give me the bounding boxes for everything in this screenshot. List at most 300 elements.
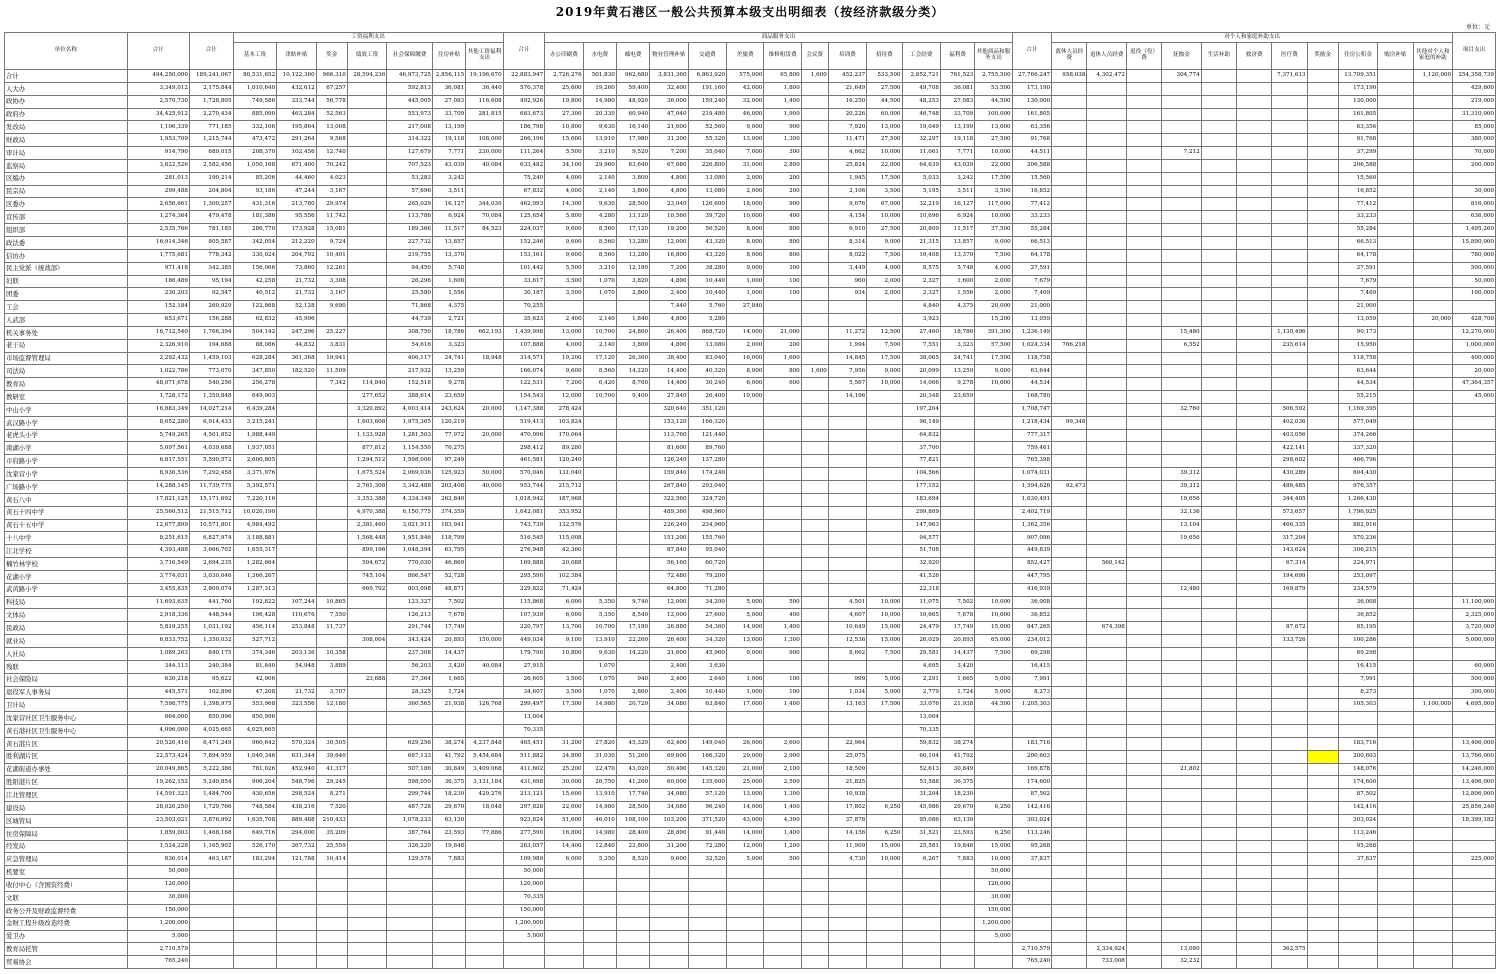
amount-cell — [1087, 866, 1126, 879]
amount-cell: 3,323 — [432, 339, 465, 352]
amount-cell: 765,398 — [1012, 455, 1051, 468]
amount-cell — [801, 211, 828, 224]
amount-cell: 3,800 — [616, 185, 649, 198]
amount-cell — [940, 930, 974, 943]
amount-cell: 653,671 — [127, 314, 189, 327]
amount-cell — [1126, 583, 1161, 596]
amount-cell: 500 — [764, 596, 801, 609]
unit-name-cell: 妇联 — [5, 275, 128, 288]
amount-cell: 44,832 — [277, 339, 316, 352]
amount-cell — [975, 570, 1012, 583]
amount-cell — [1413, 827, 1452, 840]
amount-cell: 25,581 — [902, 840, 940, 853]
table-row — [5, 429, 1496, 442]
amount-cell — [1378, 95, 1413, 108]
amount-cell: 10,000 — [975, 596, 1012, 609]
amount-cell: 299,488 — [127, 185, 189, 198]
amount-cell — [1162, 275, 1201, 288]
amount-cell: 125,923 — [432, 468, 465, 481]
amount-cell — [583, 532, 616, 545]
amount-cell: 18,399,182 — [1453, 814, 1496, 827]
amount-cell: 192,822 — [233, 596, 277, 609]
amount-cell — [1201, 416, 1236, 429]
amount-cell — [1236, 904, 1271, 917]
amount-cell: 23,593 — [432, 827, 465, 840]
amount-cell: 40,000 — [466, 481, 503, 494]
amount-cell — [1307, 558, 1338, 571]
amount-cell — [347, 699, 386, 712]
amount-cell — [1126, 442, 1161, 455]
amount-cell: 2,710,579 — [127, 943, 189, 956]
amount-cell — [801, 879, 828, 892]
amount-cell — [867, 750, 902, 763]
amount-cell: 14,591,323 — [127, 789, 189, 802]
amount-cell — [1413, 172, 1452, 185]
amount-cell: 114,840 — [347, 378, 386, 391]
amount-cell — [1236, 956, 1271, 969]
amount-cell — [1307, 776, 1338, 789]
amount-cell: 19,656 — [1162, 532, 1201, 545]
amount-cell: 19,049 — [902, 121, 940, 134]
unit-name-cell: 黄石十五中学 — [5, 519, 128, 532]
amount-cell: 131,040 — [545, 468, 583, 481]
amount-cell — [347, 352, 386, 365]
amount-cell: 388,614 — [387, 391, 433, 404]
amount-cell: 195,864 — [277, 121, 316, 134]
amount-cell: 13,163 — [828, 699, 866, 712]
amount-cell — [466, 545, 503, 558]
amount-cell: 156,066 — [233, 262, 277, 275]
amount-cell: 380,000 — [1453, 134, 1496, 147]
amount-cell — [1162, 904, 1201, 917]
amount-cell — [1272, 262, 1307, 275]
amount-cell: 24,741 — [940, 352, 974, 365]
amount-cell: 7,371,613 — [1272, 70, 1307, 83]
amount-cell — [1201, 789, 1236, 802]
amount-cell: 1,236,149 — [1012, 326, 1051, 339]
amount-cell: 161,805 — [1012, 108, 1051, 121]
amount-cell — [1126, 236, 1161, 249]
amount-cell: 533,500 — [867, 70, 902, 83]
amount-cell: 882,916 — [1338, 519, 1377, 532]
amount-cell — [1052, 365, 1087, 378]
amount-cell: 56,520 — [688, 224, 726, 237]
amount-cell: 306,215 — [1338, 545, 1377, 558]
amount-cell: 360,565 — [387, 699, 433, 712]
amount-cell — [1126, 82, 1161, 95]
amount-cell: 687,133 — [387, 750, 433, 763]
amount-cell: 9,000 — [975, 236, 1012, 249]
amount-cell: 4,695,000 — [1453, 699, 1496, 712]
amount-cell: 25,580 — [387, 288, 433, 301]
amount-cell — [189, 892, 233, 905]
amount-cell — [347, 82, 386, 95]
amount-cell — [1413, 121, 1452, 134]
amount-cell — [650, 917, 688, 930]
amount-cell — [1162, 853, 1201, 866]
amount-cell — [1126, 789, 1161, 802]
amount-cell: 1,070 — [583, 673, 616, 686]
amount-cell — [1126, 827, 1161, 840]
amount-cell: 3,889 — [316, 660, 347, 673]
amount-cell: 17,500 — [975, 172, 1012, 185]
amount-cell: 10,401 — [316, 249, 347, 262]
amount-cell: 12,500 — [867, 326, 902, 339]
amount-cell: 1,900 — [764, 108, 801, 121]
amount-cell: 840,175 — [189, 647, 233, 660]
unit-name-cell: 花湖街道办事处 — [5, 763, 128, 776]
amount-cell: 2,400 — [650, 660, 688, 673]
amount-cell — [1413, 442, 1452, 455]
amount-cell: 330,024 — [233, 249, 277, 262]
col-indiv-6: 医疗费 — [1272, 43, 1307, 70]
amount-cell: 55,320 — [688, 134, 726, 147]
amount-cell: 27,500 — [867, 134, 902, 147]
amount-cell — [1162, 95, 1201, 108]
amount-cell: 2,140 — [583, 314, 616, 327]
amount-cell: 504,142 — [233, 326, 277, 339]
amount-cell: 2,852,721 — [902, 70, 940, 83]
amount-cell: 4,501 — [828, 596, 866, 609]
amount-cell: 13,700 — [545, 622, 583, 635]
amount-cell: 3,820 — [616, 275, 649, 288]
amount-cell: 333,744 — [277, 95, 316, 108]
amount-cell — [1307, 185, 1338, 198]
amount-cell: 43,320 — [688, 249, 726, 262]
amount-cell — [277, 635, 316, 648]
amount-cell: 2,809,074 — [189, 583, 233, 596]
amount-cell — [316, 506, 347, 519]
amount-cell: 1,089,263 — [127, 647, 189, 660]
amount-cell: 22,800 — [616, 840, 649, 853]
amount-cell: 153,161 — [503, 249, 545, 262]
amount-cell: 13,910 — [583, 134, 616, 147]
amount-cell — [1052, 314, 1087, 327]
amount-cell: 4,607 — [828, 609, 866, 622]
amount-cell: 263,840 — [432, 493, 465, 506]
amount-cell: 877,812 — [347, 442, 386, 455]
amount-cell — [1272, 159, 1307, 172]
amount-cell — [1307, 95, 1338, 108]
amount-cell: 64,832 — [902, 429, 940, 442]
amount-cell: 50,000 — [1453, 275, 1496, 288]
amount-cell — [616, 904, 649, 917]
amount-cell: 1,218,434 — [1012, 416, 1051, 429]
amount-cell — [583, 956, 616, 969]
amount-cell: 5,454,684 — [466, 750, 503, 763]
amount-cell: 3,622,526 — [127, 159, 189, 172]
amount-cell — [545, 712, 583, 725]
amount-cell — [801, 352, 828, 365]
table-row — [5, 686, 1496, 699]
amount-cell: 63,356 — [1012, 121, 1051, 134]
amount-cell — [1236, 236, 1271, 249]
amount-cell: 217,932 — [387, 365, 433, 378]
amount-cell: 99,348 — [1052, 416, 1087, 429]
amount-cell — [1307, 660, 1338, 673]
amount-cell — [650, 956, 688, 969]
amount-cell: 89,280 — [545, 442, 583, 455]
amount-cell: 506,592 — [1272, 403, 1307, 416]
amount-cell — [1052, 558, 1087, 571]
amount-cell: 907,096 — [1012, 532, 1051, 545]
table-row — [5, 660, 1496, 673]
amount-cell: 55,215 — [1338, 391, 1377, 404]
amount-cell: 570,324 — [277, 737, 316, 750]
amount-cell — [1162, 352, 1201, 365]
amount-cell: 3,349,012 — [127, 82, 189, 95]
amount-cell — [1453, 429, 1496, 442]
amount-cell: 1,294,512 — [347, 455, 386, 468]
amount-cell: 10,000 — [975, 147, 1012, 160]
amount-cell: 37,500 — [975, 224, 1012, 237]
amount-cell: 122,868 — [233, 301, 277, 314]
amount-cell — [1162, 725, 1201, 738]
amount-cell — [801, 519, 828, 532]
amount-cell — [764, 442, 801, 455]
amount-cell — [688, 866, 726, 879]
amount-cell — [583, 558, 616, 571]
amount-cell: 66,513 — [1012, 236, 1051, 249]
amount-cell: 17,500 — [867, 172, 902, 185]
amount-cell — [1236, 172, 1271, 185]
amount-cell: 27,915 — [503, 660, 545, 673]
amount-cell: 113,760 — [650, 429, 688, 442]
amount-cell: 33,617 — [503, 275, 545, 288]
amount-cell: 9,000 — [726, 121, 763, 134]
amount-cell: 16,712,540 — [127, 326, 189, 339]
amount-cell: 771,185 — [189, 121, 233, 134]
amount-cell: 1,840 — [616, 314, 649, 327]
amount-cell: 13,259 — [432, 365, 465, 378]
amount-cell: 7,991 — [1338, 673, 1377, 686]
amount-cell: 31,521 — [902, 827, 940, 840]
amount-cell: 80,531,652 — [233, 70, 277, 83]
amount-cell: 6,827,974 — [189, 532, 233, 545]
amount-cell: 5,350 — [583, 609, 616, 622]
amount-cell — [1453, 892, 1496, 905]
table-row — [5, 892, 1496, 905]
amount-cell: 170,064 — [545, 429, 583, 442]
amount-cell: 4,000 — [545, 172, 583, 185]
amount-cell: 1,600 — [801, 365, 828, 378]
amount-cell — [1162, 647, 1201, 660]
table-row — [5, 249, 1496, 262]
amount-cell — [1413, 326, 1452, 339]
amount-cell: 800 — [764, 249, 801, 262]
amount-cell: 3,500 — [545, 288, 583, 301]
amount-cell — [1378, 159, 1413, 172]
amount-cell — [616, 481, 649, 494]
amount-cell: 293,040 — [688, 481, 726, 494]
amount-cell: 67,257 — [316, 82, 347, 95]
amount-cell — [1307, 391, 1338, 404]
amount-cell — [1087, 763, 1126, 776]
amount-cell — [1236, 493, 1271, 506]
amount-cell: 374,346 — [233, 647, 277, 660]
amount-cell — [1162, 82, 1201, 95]
amount-cell — [940, 314, 974, 327]
table-row — [5, 737, 1496, 750]
amount-cell — [1126, 391, 1161, 404]
amount-cell: 1,400 — [764, 699, 801, 712]
amount-cell — [1453, 956, 1496, 969]
amount-cell: 14,156 — [828, 827, 866, 840]
amount-cell — [1087, 108, 1126, 121]
amount-cell: 1,600 — [764, 352, 801, 365]
amount-cell: 19,262,152 — [127, 776, 189, 789]
amount-cell — [1126, 378, 1161, 391]
unit-name-cell: 组织部 — [5, 224, 128, 237]
amount-cell — [940, 725, 974, 738]
amount-cell — [650, 866, 688, 879]
amount-cell: 47,040 — [650, 108, 688, 121]
amount-cell — [233, 956, 277, 969]
amount-cell: 126,600 — [688, 198, 726, 211]
amount-cell: 449,034 — [503, 635, 545, 648]
amount-cell: 53,588 — [902, 776, 940, 789]
amount-cell: 5,800 — [545, 211, 583, 224]
amount-cell: 54,360 — [688, 622, 726, 635]
amount-cell — [764, 943, 801, 956]
amount-cell: 3,831,360 — [650, 70, 688, 83]
amount-cell: 12,806,000 — [1453, 789, 1496, 802]
amount-cell — [828, 917, 866, 930]
amount-cell — [1378, 673, 1413, 686]
amount-cell — [1378, 403, 1413, 416]
amount-cell: 85,206 — [233, 172, 277, 185]
amount-cell: 159,840 — [650, 468, 688, 481]
amount-cell — [466, 609, 503, 622]
amount-cell: 16,415 — [1012, 660, 1051, 673]
amount-cell — [764, 403, 801, 416]
amount-cell: 28,400 — [616, 827, 649, 840]
amount-cell — [801, 545, 828, 558]
amount-cell — [1453, 840, 1496, 853]
amount-cell: 49,708 — [902, 82, 940, 95]
amount-cell — [1052, 725, 1087, 738]
amount-cell: 4,000 — [545, 185, 583, 198]
unit-name-cell: 黄石十四中学 — [5, 506, 128, 519]
amount-cell — [1453, 442, 1496, 455]
amount-cell — [1378, 198, 1413, 211]
amount-cell — [1201, 262, 1236, 275]
amount-cell: 200 — [764, 185, 801, 198]
amount-cell: 3,511 — [940, 185, 974, 198]
amount-cell: 71,280 — [688, 583, 726, 596]
amount-cell — [1272, 185, 1307, 198]
amount-cell — [1126, 750, 1161, 763]
amount-cell: 95,268 — [1338, 840, 1377, 853]
amount-cell: 400,000 — [1453, 352, 1496, 365]
amount-cell — [1236, 558, 1271, 571]
amount-cell: 129,578 — [387, 853, 433, 866]
amount-cell: 866,547 — [387, 570, 433, 583]
amount-cell: 9,600 — [545, 224, 583, 237]
amount-cell — [1413, 134, 1452, 147]
amount-cell — [1378, 326, 1413, 339]
amount-cell: 50,000 — [127, 866, 189, 879]
amount-cell: 30,849 — [940, 763, 974, 776]
amount-cell — [1162, 930, 1201, 943]
unit-name-cell: 区编办 — [5, 172, 128, 185]
amount-cell — [1162, 570, 1201, 583]
col-goods-11: 福利费 — [940, 43, 974, 70]
amount-cell: 25,227 — [316, 326, 347, 339]
amount-cell — [1272, 365, 1307, 378]
amount-cell — [828, 403, 866, 416]
amount-cell — [726, 532, 763, 545]
amount-cell — [1413, 82, 1452, 95]
amount-cell: 344,030 — [466, 198, 503, 211]
amount-cell — [1087, 365, 1126, 378]
amount-cell — [316, 904, 347, 917]
amount-cell — [1272, 596, 1307, 609]
amount-cell — [1236, 134, 1271, 147]
amount-cell: 473,472 — [233, 134, 277, 147]
amount-cell: 113,786 — [387, 211, 433, 224]
amount-cell: 23,688 — [347, 673, 386, 686]
amount-cell — [1236, 583, 1271, 596]
amount-cell: 37,299 — [1338, 147, 1377, 160]
amount-cell — [1052, 429, 1087, 442]
amount-cell — [1307, 532, 1338, 545]
amount-cell: 16,250 — [828, 95, 866, 108]
amount-cell — [1052, 737, 1087, 750]
amount-cell: 1,630,491 — [1012, 493, 1051, 506]
amount-cell: 300,000 — [1453, 686, 1496, 699]
amount-cell: 3,500 — [975, 185, 1012, 198]
amount-cell — [867, 917, 902, 930]
amount-cell — [1201, 660, 1236, 673]
amount-cell: 91,440 — [688, 827, 726, 840]
amount-cell — [316, 403, 347, 416]
amount-cell — [1378, 172, 1413, 185]
amount-cell: 4,662 — [828, 147, 866, 160]
col-name: 单位名称 — [5, 33, 128, 70]
amount-cell: 900 — [764, 647, 801, 660]
amount-cell — [867, 943, 902, 956]
amount-cell — [432, 917, 465, 930]
amount-cell: 89,760 — [688, 442, 726, 455]
amount-cell — [1307, 570, 1338, 583]
amount-cell: 19,200 — [545, 352, 583, 365]
amount-cell: 3,800 — [616, 339, 649, 352]
amount-cell — [1052, 814, 1087, 827]
amount-cell: 23,659 — [940, 391, 974, 404]
amount-cell: 203,136 — [277, 647, 316, 660]
amount-cell: 64,178 — [1012, 249, 1051, 262]
amount-cell: 1,034 — [828, 686, 866, 699]
amount-cell: 13,104 — [1162, 519, 1201, 532]
amount-cell: 42,360 — [545, 545, 583, 558]
amount-cell: 32,297 — [902, 134, 940, 147]
amount-cell — [347, 288, 386, 301]
table-row — [5, 956, 1496, 969]
amount-cell: 16,140 — [616, 121, 649, 134]
amount-cell: 519,413 — [503, 416, 545, 429]
amount-cell: 39,312 — [1162, 468, 1201, 481]
amount-cell — [503, 943, 545, 956]
amount-cell: 11,509 — [316, 365, 347, 378]
amount-cell: 9,690 — [316, 301, 347, 314]
amount-cell — [940, 570, 974, 583]
table-row — [5, 224, 1496, 237]
amount-cell — [1378, 737, 1413, 750]
amount-cell: 1,282,664 — [233, 558, 277, 571]
amount-cell: 210,433 — [316, 814, 347, 827]
amount-cell: 25,559 — [316, 840, 347, 853]
